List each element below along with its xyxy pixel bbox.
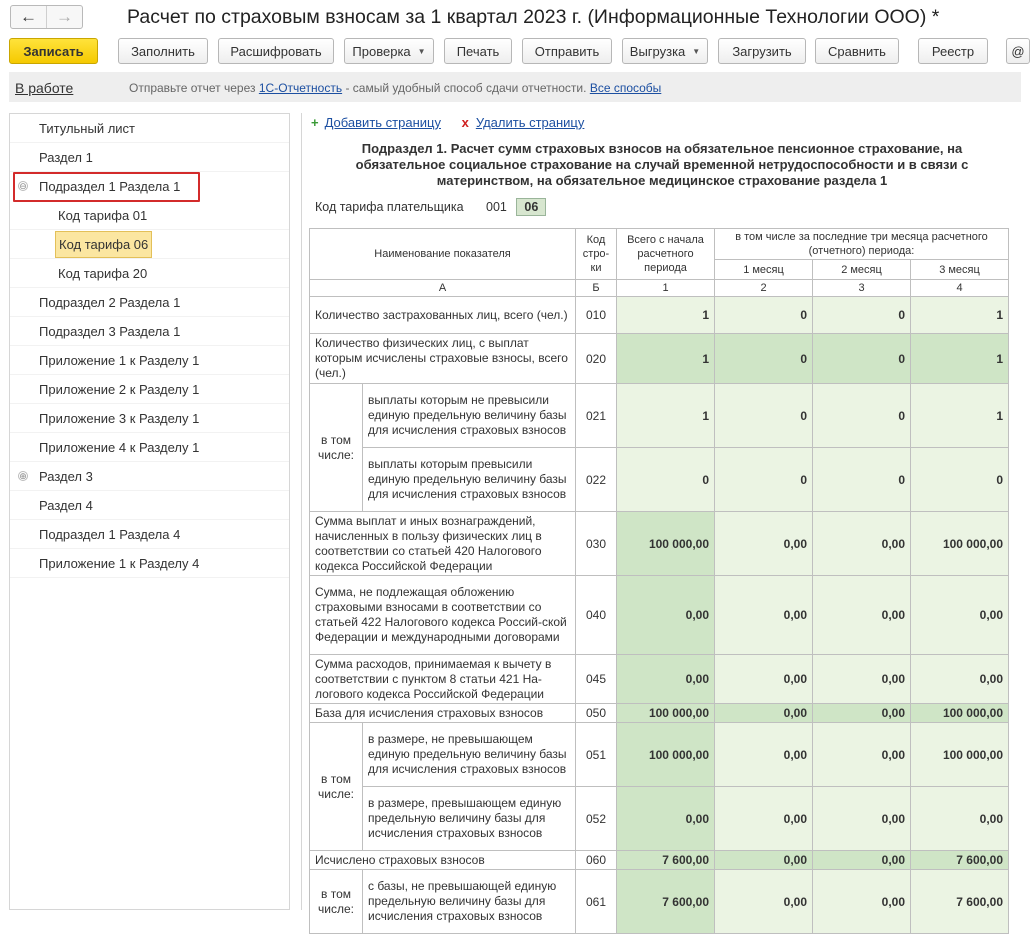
value-cell[interactable]: 0,00 [715,704,813,723]
value-cell[interactable]: 7 600,00 [911,870,1009,934]
plus-icon: + [311,115,319,130]
tree-item-tariff-01[interactable] [10,201,289,230]
more-button[interactable]: @ [1006,38,1030,64]
col-letter: Б [576,280,617,297]
value-cell[interactable]: 0,00 [715,851,813,870]
row-label: в размере, превышающем единую предельную величину базы для исчисления страховых взносов [363,787,576,851]
col-letter: 2 [715,280,813,297]
toolbar [0,38,1025,66]
value-cell[interactable]: 0,00 [715,576,813,655]
window-title: Расчет по страховым взносам за 1 квартал 2023 г. (Информационные Технологии ООО) * [127,6,940,28]
value-cell[interactable]: 1 [911,297,1009,334]
value-cell[interactable]: 100 000,00 [617,512,715,576]
value-cell[interactable]: 0,00 [813,787,911,851]
value-cell[interactable]: 0 [813,448,911,512]
tree-item-tariff-20[interactable] [10,259,289,288]
report-state-link[interactable]: В работе [15,80,74,96]
all-methods-link[interactable]: Все способы [589,81,662,95]
value-cell[interactable]: 0 [813,334,911,384]
add-page-link[interactable]: Добавить страницу [324,115,441,130]
row-code: 052 [576,787,617,851]
value-cell[interactable]: 1 [911,384,1009,448]
row-label: выплаты которым превысили единую предельную величину базы для исчисления страховых взносов [363,448,576,512]
row-label: Количество физических лиц, с выплат которым исчислены страховые взносы, всего (чел.) [310,334,576,384]
row-code: 022 [576,448,617,512]
table-row [310,723,1009,787]
table-row [310,870,1009,934]
back-arrow-icon[interactable]: ← [11,6,47,28]
tariff-row [315,198,546,216]
tree-item-label: Подраздел 1 Раздела 4 [39,527,181,542]
col-header-last3: в том числе за последние три месяца расчетного (отчетного) периода: [715,229,1009,260]
delete-page-link[interactable]: Удалить страницу [475,115,585,130]
tariff-code-field[interactable]: 06 [516,198,546,216]
row-code: 021 [576,384,617,448]
value-cell[interactable]: 7 600,00 [617,851,715,870]
table-row [310,512,1009,576]
check-button-label: Проверка [352,43,411,59]
collapse-icon[interactable]: ⊖ [19,181,27,191]
registry-button[interactable]: Реестр [918,38,988,64]
value-cell[interactable]: 7 600,00 [617,870,715,934]
table-row [310,851,1009,870]
send-button[interactable]: Отправить [522,38,612,64]
status-message [129,81,661,95]
table-row [310,704,1009,723]
nav-buttons [10,5,83,29]
value-cell[interactable]: 0,00 [715,512,813,576]
row-label: Исчислено страховых взносов [310,851,576,870]
value-cell[interactable]: 1 [617,384,715,448]
row-code: 061 [576,870,617,934]
value-cell[interactable]: 1 [911,334,1009,384]
load-button[interactable]: Загрузить [718,38,806,64]
dropdown-arrow-icon: ▼ [692,46,701,56]
table-row [310,448,1009,512]
value-cell[interactable]: 0,00 [813,851,911,870]
export-button-label: Выгрузка [629,43,686,59]
value-cell[interactable]: 0 [813,297,911,334]
tariff-label: Код тарифа плательщика [315,200,464,214]
value-cell[interactable]: 0 [715,384,813,448]
tree-item-appendix-1-1[interactable] [10,346,289,375]
fill-button[interactable]: Заполнить [118,38,208,64]
reporting-service-link[interactable]: 1С-Отчетность [258,81,343,95]
tree-item-label: Раздел 4 [39,498,93,513]
col-header-code: Код стро-ки [576,229,617,280]
row-code: 040 [576,576,617,655]
row-code: 045 [576,655,617,704]
row-code: 030 [576,512,617,576]
value-cell[interactable]: 0 [715,334,813,384]
tree-item-subsection-1-1[interactable] [13,172,200,202]
tree-item-label: Код тарифа 01 [58,208,148,223]
row-code: 010 [576,297,617,334]
tree-item-section-4[interactable] [10,491,289,520]
forward-arrow-icon[interactable]: → [56,7,73,26]
value-cell[interactable]: 100 000,00 [911,512,1009,576]
tree-item-title-page[interactable] [10,114,289,143]
tree-item-label: Приложение 2 к Разделу 1 [39,382,200,397]
row-code: 020 [576,334,617,384]
col-letter: 4 [911,280,1009,297]
table-row [310,655,1009,704]
save-button[interactable]: Записать [9,38,98,64]
indicators-table [309,228,1009,934]
tree-item-label: Подраздел 1 Раздела 1 [39,179,181,194]
value-cell[interactable]: 0 [813,384,911,448]
value-cell[interactable]: 0 [911,448,1009,512]
table-row [310,334,1009,384]
tree-item-appendix-1-4[interactable] [10,549,289,578]
col-header-total: Всего с начала расчетного периода [617,229,715,280]
tree-item-label: Код тарифа 06 [55,231,152,258]
row-label: Сумма выплат и иных вознаграждений, начисленных в пользу физических лиц в соответствии со статьей 420 Налогового кодекса Российской Федерации [310,512,576,576]
tree-item-appendix-4-1[interactable] [10,433,289,462]
row-label: Сумма расходов, принимаемая к вычету в соответствии с пунктом 8 статьи 421 На-логового кодекса Российской Федерации [310,655,576,704]
row-code: 060 [576,851,617,870]
col-header-name: Наименование показателя [310,229,576,280]
check-button[interactable] [344,38,434,64]
sections-tree [9,113,290,910]
value-cell[interactable]: 0 [617,448,715,512]
value-cell[interactable]: 0,00 [715,723,813,787]
table-header-row [310,229,1009,260]
status-message-prefix: Отправьте отчет через [129,81,256,95]
value-cell[interactable]: 1 [617,297,715,334]
print-button[interactable]: Печать [444,38,512,64]
export-button[interactable] [622,38,708,64]
table-row [310,576,1009,655]
col-header-m2: 2 месяц [813,260,911,280]
value-cell[interactable]: 0 [715,448,813,512]
value-cell[interactable]: 0,00 [911,655,1009,704]
tree-item-label: Приложение 4 к Разделу 1 [39,440,200,455]
col-header-m3: 3 месяц [911,260,1009,280]
tree-item-label: Приложение 1 к Разделу 4 [39,556,200,571]
tree-item-label: Подраздел 3 Раздела 1 [39,324,181,339]
value-cell[interactable]: 0,00 [813,655,911,704]
decode-button[interactable]: Расшифровать [218,38,334,64]
table-row [310,787,1009,851]
delete-icon: x [461,115,469,130]
compare-button[interactable]: Сравнить [815,38,899,64]
group-label: в том числе: [310,723,363,851]
value-cell[interactable]: 0,00 [715,787,813,851]
row-label: выплаты которым не превысили единую предельную величину базы для исчисления страховых взносов [363,384,576,448]
tree-item-label: Раздел 3 [39,469,93,484]
tree-item-subsection-2-1[interactable] [10,288,289,317]
value-cell[interactable]: 0,00 [715,870,813,934]
page-actions [311,115,584,130]
value-cell[interactable]: 0 [715,297,813,334]
expand-icon[interactable]: ⊕ [19,471,27,481]
form-heading: Подраздел 1. Расчет сумм страховых взносов на обязательное пенсионное страхование, на обязательное социальное страхование на случай временной нетрудоспособности и в связи с материнством, на обязательное медицинское страхование раздела 1 [355,141,969,188]
row-label: с базы, не превышающей единую предельную величину базы для исчисления страховых взносов [363,870,576,934]
tree-item-label: Раздел 1 [39,150,93,165]
row-label: Сумма, не подлежащая обложению страховыми взносами в соответствии со статьей 422 Налогового кодекса Россий-ской Федерации и международными договорами [310,576,576,655]
value-cell[interactable]: 100 000,00 [911,704,1009,723]
tariff-line-code: 001 [486,200,507,214]
value-cell[interactable]: 100 000,00 [617,704,715,723]
row-label: База для исчисления страховых взносов [310,704,576,723]
table-row [310,384,1009,448]
tree-item-label: Приложение 1 к Разделу 1 [39,353,200,368]
value-cell[interactable]: 0,00 [715,655,813,704]
dropdown-arrow-icon: ▼ [417,46,426,56]
tree-item-label: Приложение 3 к Разделу 1 [39,411,200,426]
tree-item-appendix-2-1[interactable] [10,375,289,404]
value-cell[interactable]: 100 000,00 [911,723,1009,787]
value-cell[interactable]: 7 600,00 [911,851,1009,870]
tree-item-section-1[interactable] [10,143,289,172]
status-bar [9,72,1021,102]
value-cell[interactable]: 0,00 [813,576,911,655]
row-code: 050 [576,704,617,723]
value-cell[interactable]: 0,00 [813,723,911,787]
value-cell[interactable]: 0,00 [617,655,715,704]
tree-item-label: Код тарифа 20 [58,266,148,281]
value-cell[interactable]: 0,00 [813,870,911,934]
tree-item-tariff-06[interactable] [10,230,289,259]
value-cell[interactable]: 100 000,00 [617,723,715,787]
title-bar [0,0,1021,36]
tree-item-appendix-3-1[interactable] [10,404,289,433]
row-code: 051 [576,723,617,787]
value-cell[interactable]: 0,00 [617,576,715,655]
col-letter: 1 [617,280,715,297]
group-label: в том числе: [310,384,363,512]
value-cell[interactable]: 0,00 [911,787,1009,851]
col-letter: А [310,280,576,297]
col-letter: 3 [813,280,911,297]
row-label: в размере, не превышающем единую предельную величину базы для исчисления страховых взносов [363,723,576,787]
tree-item-subsection-1-4[interactable] [10,520,289,549]
tree-item-label: Подраздел 2 Раздела 1 [39,295,181,310]
tree-item-subsection-3-1[interactable] [10,317,289,346]
value-cell[interactable]: 0,00 [813,704,911,723]
value-cell[interactable]: 0,00 [813,512,911,576]
table-row [310,297,1009,334]
report-form [301,113,1021,923]
group-label: в том числе: [310,870,363,934]
tree-item-label: Титульный лист [39,121,136,136]
col-header-m1: 1 месяц [715,260,813,280]
value-cell[interactable]: 1 [617,334,715,384]
row-label: Количество застрахованных лиц, всего (чел.) [310,297,576,334]
tree-item-section-3[interactable] [10,462,289,491]
column-letters-row [310,280,1009,297]
status-message-middle: - самый удобный способ сдачи отчетности. [345,81,587,95]
value-cell[interactable]: 0,00 [617,787,715,851]
value-cell[interactable]: 0,00 [911,576,1009,655]
